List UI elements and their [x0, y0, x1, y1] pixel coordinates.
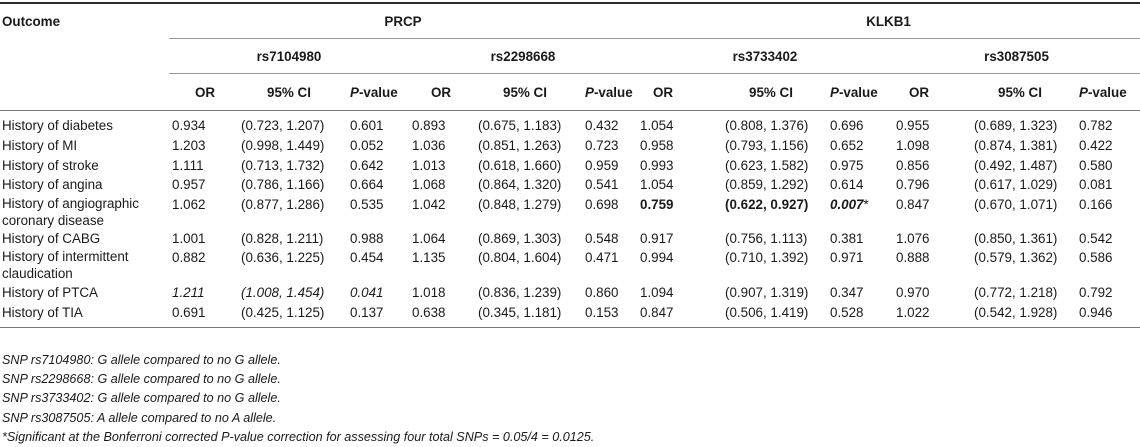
cell-value: (0.756, 1.113): [725, 231, 808, 247]
or-cell: [409, 248, 468, 282]
p-value-cell: [582, 136, 637, 156]
footnote: *Significant at the Bonferroni corrected P-value correction for assessing four total SNPs = 0.05/4 = 0.0125.: [2, 429, 595, 444]
cell-value: (0.793, 1.156): [725, 138, 809, 154]
p-value-cell: [827, 229, 893, 249]
outcome-line-2: claudication: [2, 266, 73, 282]
cell-value: (0.869, 1.303): [478, 231, 562, 247]
cell-value: 0.888: [896, 250, 930, 266]
cell-value: 0.471: [585, 250, 619, 266]
cell-value: (0.836, 1.239): [478, 284, 562, 300]
cell-value: 0.856: [896, 157, 930, 173]
ci-cell: [964, 229, 1076, 249]
cell-value: 1.036: [412, 138, 446, 154]
or-cell: [169, 111, 231, 137]
or-cell: [893, 248, 964, 282]
or-cell: [409, 302, 468, 328]
p-value-cell: [347, 248, 409, 282]
or-cell: [409, 282, 468, 302]
ci-cell: [231, 111, 347, 137]
cell-value: 0.432: [585, 118, 619, 133]
ci-header: 95% CI: [468, 74, 582, 111]
cell-value: (0.851, 1.263): [478, 138, 562, 154]
cell-value: (0.772, 1.218): [974, 284, 1058, 300]
cell-value: 0.381: [830, 231, 864, 247]
cell-value: (0.998, 1.449): [241, 138, 325, 154]
or-header: OR: [409, 74, 468, 111]
cell-value: (0.636, 1.225): [241, 250, 325, 266]
ci-cell: [964, 111, 1076, 137]
p-value-cell: [347, 195, 409, 229]
or-cell: [169, 156, 231, 176]
cell-value: 1.094: [640, 284, 674, 300]
p-value-cell: [827, 195, 893, 229]
cell-value: 0.081: [1079, 177, 1113, 193]
ci-cell: [468, 175, 582, 195]
outcome-cell: [0, 248, 169, 282]
footnote: SNP rs3733402: G allele compared to no G allele.: [2, 391, 281, 406]
p-value-cell: [582, 282, 637, 302]
outcome-header: Outcome: [0, 3, 169, 39]
cell-value: 1.111: [172, 157, 204, 173]
ci-cell: [231, 156, 347, 176]
cell-value: 1.098: [896, 138, 930, 154]
cell-value: 0.723: [585, 138, 619, 154]
or-cell: [893, 136, 964, 156]
cell-value: 0.454: [350, 250, 384, 266]
table-row: [0, 136, 1140, 156]
cell-value: 0.958: [640, 138, 674, 154]
p-value-cell: [347, 175, 409, 195]
significance-marker: *: [863, 196, 869, 212]
cell-value: (1.008, 1.454): [241, 284, 325, 300]
or-cell: [409, 111, 468, 137]
p-italic: P: [350, 84, 359, 100]
p-value-cell: [827, 175, 893, 195]
p-value-cell: [347, 136, 409, 156]
or-cell: [893, 229, 964, 249]
or-header: OR: [169, 74, 231, 111]
or-cell: [637, 175, 715, 195]
or-cell: [409, 136, 468, 156]
ci-cell: [715, 175, 827, 195]
or-cell: [169, 282, 231, 302]
p-value-cell: [582, 175, 637, 195]
cell-value: 0.993: [640, 157, 674, 173]
cell-value: 0.971: [830, 250, 864, 266]
cell-value: 1.054: [640, 118, 674, 133]
p-value-header: [1076, 74, 1140, 111]
p-value-cell: [1076, 229, 1140, 249]
ci-cell: [964, 175, 1076, 195]
cell-value: 1.135: [412, 250, 446, 266]
cell-value: (0.689, 1.323): [974, 118, 1058, 133]
snp-header-rs3087505: rs3087505: [893, 39, 1140, 74]
ci-cell: [231, 195, 347, 229]
cell-value: (0.850, 1.361): [974, 231, 1058, 247]
cell-value: 0.153: [585, 305, 619, 321]
cell-value: 1.076: [896, 231, 930, 247]
cell-value: 1.211: [172, 284, 205, 300]
ci-cell: [715, 229, 827, 249]
cell-value: 0.422: [1079, 138, 1113, 154]
cell-value: 0.007: [830, 196, 864, 212]
outcome-cell: History of MI: [2, 138, 78, 154]
ci-cell: [964, 156, 1076, 176]
cell-value: 0.691: [172, 305, 206, 321]
outcome-line-1: History of intermittent: [2, 249, 129, 265]
p-italic: P: [830, 84, 839, 100]
ci-header: 95% CI: [715, 74, 827, 111]
ci-cell: [715, 302, 827, 328]
ci-cell: [715, 156, 827, 176]
snp-header-rs7104980: rs7104980: [169, 39, 409, 74]
cell-value: 1.068: [412, 177, 446, 193]
cell-value: (0.723, 1.207): [241, 118, 325, 133]
or-cell: [637, 282, 715, 302]
or-cell: [637, 248, 715, 282]
cell-value: 1.062: [172, 196, 206, 212]
or-cell: [637, 156, 715, 176]
or-cell: [169, 195, 231, 229]
cell-value: 0.586: [1079, 250, 1113, 266]
cell-value: 0.601: [350, 118, 384, 133]
ci-cell: [231, 282, 347, 302]
p-value-cell: [827, 282, 893, 302]
cell-value: 1.013: [412, 157, 446, 173]
outcome-cell: History of CABG: [2, 231, 101, 247]
cell-value: (0.848, 1.279): [478, 196, 562, 212]
cell-value: (0.618, 1.660): [478, 157, 562, 173]
table-row: [0, 156, 1140, 176]
cell-value: (0.425, 1.125): [241, 305, 325, 321]
p-value-cell: [582, 248, 637, 282]
ci-cell: [231, 175, 347, 195]
cell-value: 0.917: [640, 231, 674, 247]
cell-value: (0.579, 1.362): [974, 250, 1058, 266]
cell-value: (0.808, 1.376): [725, 118, 809, 133]
cell-value: 0.847: [640, 305, 674, 321]
or-cell: [893, 175, 964, 195]
gene-header-klkb1: KLKB1: [637, 3, 1140, 39]
p-value-cell: [347, 282, 409, 302]
cell-value: 0.548: [585, 231, 619, 247]
or-cell: [409, 175, 468, 195]
cell-value: 0.792: [1079, 284, 1113, 300]
or-cell: [169, 136, 231, 156]
cell-value: 0.696: [830, 118, 864, 133]
p-value-cell: [347, 156, 409, 176]
p-value-cell: [347, 229, 409, 249]
cell-value: (0.713, 1.732): [241, 157, 325, 173]
cell-value: 0.796: [896, 177, 930, 193]
p-value-cell: [582, 111, 637, 137]
ci-cell: [231, 229, 347, 249]
p-rest: -value: [358, 84, 398, 100]
p-value-cell: [1076, 302, 1140, 328]
p-value-cell: [1076, 282, 1140, 302]
p-rest: -value: [593, 84, 633, 100]
cell-value: 1.203: [172, 138, 206, 154]
cell-value: 0.580: [1079, 157, 1113, 173]
cell-value: (0.786, 1.166): [241, 177, 325, 193]
p-value-cell: [1076, 175, 1140, 195]
ci-cell: [715, 282, 827, 302]
ci-cell: [468, 248, 582, 282]
outcome-cell: History of TIA: [0, 302, 169, 328]
table-row: [0, 175, 1140, 195]
or-cell: [409, 229, 468, 249]
ci-cell: [468, 282, 582, 302]
p-value-cell: [1076, 136, 1140, 156]
cell-value: (0.542, 1.928): [974, 305, 1058, 321]
table-row: [0, 248, 1140, 282]
table-row: [0, 302, 1140, 328]
cell-value: 0.970: [896, 284, 930, 300]
cell-value: 0.166: [1079, 196, 1113, 212]
ci-cell: [231, 302, 347, 328]
cell-value: 0.759: [640, 196, 674, 212]
snp-header-row: [0, 39, 1140, 74]
cell-value: 0.882: [172, 250, 206, 266]
table-body: [0, 111, 1140, 328]
or-cell: [637, 136, 715, 156]
p-value-cell: [827, 136, 893, 156]
ci-header: 95% CI: [231, 74, 347, 111]
cell-value: 0.041: [350, 284, 384, 300]
ci-cell: [468, 229, 582, 249]
p-value-cell: [1076, 195, 1140, 229]
p-value-cell: [1076, 111, 1140, 137]
p-value-cell: [1076, 156, 1140, 176]
ci-cell: [964, 248, 1076, 282]
p-rest: -value: [838, 84, 878, 100]
ci-cell: [715, 111, 827, 137]
or-cell: [637, 111, 715, 137]
p-value-cell: [347, 111, 409, 137]
p-value-cell: [1076, 248, 1140, 282]
snp-header-rs2298668: rs2298668: [409, 39, 637, 74]
cell-value: 0.946: [1079, 305, 1113, 321]
cell-value: 0.347: [830, 284, 864, 300]
ci-cell: [964, 302, 1076, 328]
cell-value: 0.137: [350, 305, 384, 321]
or-cell: [169, 302, 231, 328]
or-header: OR: [893, 74, 964, 111]
p-value-cell: [582, 302, 637, 328]
cell-value: (0.828, 1.211): [241, 231, 324, 247]
or-cell: [893, 111, 964, 137]
cell-value: (0.675, 1.183): [478, 118, 562, 133]
ci-cell: [964, 195, 1076, 229]
cell-value: (0.907, 1.319): [725, 284, 809, 300]
outcome-cell: History of PTCA: [2, 284, 98, 300]
cell-value: (0.804, 1.604): [478, 250, 562, 266]
p-value-cell: [582, 156, 637, 176]
table-row: [0, 282, 1140, 302]
cell-value: 0.959: [585, 157, 619, 173]
cell-value: (0.623, 1.582): [725, 157, 809, 173]
ci-cell: [468, 136, 582, 156]
footnote: SNP rs2298668: G allele compared to no G allele.: [2, 372, 281, 387]
cell-value: 0.782: [1079, 118, 1113, 133]
p-italic: P: [1079, 84, 1088, 100]
cell-value: (0.492, 1.487): [974, 157, 1058, 173]
outcome-cell: History of angina: [2, 177, 103, 193]
p-value-cell: [827, 302, 893, 328]
gene-header-prcp: PRCP: [169, 3, 637, 39]
cell-value: 0.541: [585, 177, 619, 193]
ci-cell: [964, 282, 1076, 302]
cell-value: (0.670, 1.071): [974, 196, 1058, 212]
ci-cell: [468, 156, 582, 176]
or-cell: [893, 282, 964, 302]
p-value-cell: [827, 248, 893, 282]
table-row: [0, 229, 1140, 249]
cell-value: (0.874, 1.381): [974, 138, 1058, 154]
cell-value: 0.642: [350, 157, 384, 173]
or-cell: [893, 195, 964, 229]
cell-value: 0.893: [412, 118, 446, 133]
ci-cell: [231, 248, 347, 282]
cell-value: (0.345, 1.181): [478, 305, 562, 321]
p-value-cell: [582, 229, 637, 249]
cell-value: 1.001: [172, 231, 206, 247]
cell-value: 1.054: [640, 177, 674, 193]
table-row: [0, 195, 1140, 229]
snp-header-rs3733402: rs3733402: [637, 39, 893, 74]
cell-value: 0.698: [585, 196, 619, 212]
cell-value: 0.542: [1079, 231, 1113, 247]
cell-value: 1.022: [896, 305, 930, 321]
ci-header: 95% CI: [964, 74, 1076, 111]
stat-header-row: [0, 74, 1140, 111]
p-rest: -value: [1087, 84, 1127, 100]
cell-value: 0.052: [350, 138, 384, 154]
p-value-cell: [827, 111, 893, 137]
ci-cell: [715, 136, 827, 156]
footnote: SNP rs7104980: G allele compared to no G allele.: [2, 353, 281, 367]
p-value-header: [582, 74, 637, 111]
ci-cell: [715, 248, 827, 282]
cell-value: 0.614: [830, 177, 864, 193]
cell-value: (0.877, 1.286): [241, 196, 325, 212]
or-cell: [637, 302, 715, 328]
cell-value: 0.535: [350, 196, 384, 212]
cell-value: 1.018: [412, 284, 446, 300]
cell-value: 0.652: [830, 138, 864, 154]
cell-value: (0.710, 1.392): [725, 250, 809, 266]
or-header: OR: [637, 74, 715, 111]
cell-value: (0.617, 1.029): [974, 177, 1058, 193]
or-cell: [409, 195, 468, 229]
outcome-line-2: coronary disease: [2, 212, 104, 228]
cell-value: 0.994: [640, 250, 674, 266]
or-cell: [893, 156, 964, 176]
results-table: [0, 2, 1140, 328]
cell-value: (0.506, 1.419): [725, 305, 809, 321]
ci-cell: [715, 195, 827, 229]
p-value-header: [827, 74, 893, 111]
cell-value: 0.664: [350, 177, 384, 193]
table-row: [0, 111, 1140, 137]
cell-value: 0.975: [830, 157, 864, 173]
p-italic: P: [585, 84, 594, 100]
or-cell: [409, 156, 468, 176]
cell-value: 0.955: [896, 118, 930, 133]
ci-cell: [964, 136, 1076, 156]
outcome-cell: History of stroke: [2, 157, 99, 173]
p-value-cell: [827, 156, 893, 176]
cell-value: 0.528: [830, 305, 864, 321]
or-cell: [169, 229, 231, 249]
or-cell: [893, 302, 964, 328]
p-value-header: [347, 74, 409, 111]
outcome-cell: [0, 195, 169, 229]
cell-value: 0.934: [172, 118, 206, 133]
footnote: SNP rs3087505: A allele compared to no A allele.: [2, 410, 277, 425]
cell-value: 0.957: [172, 177, 206, 193]
or-cell: [637, 195, 715, 229]
cell-value: (0.864, 1.320): [478, 177, 562, 193]
ci-cell: [468, 195, 582, 229]
ci-cell: [468, 302, 582, 328]
cell-value: (0.859, 1.292): [725, 177, 809, 193]
cell-value: 1.064: [412, 231, 446, 247]
p-value-cell: [347, 302, 409, 328]
cell-value: 0.860: [585, 284, 619, 300]
or-cell: [637, 229, 715, 249]
p-value-cell: [582, 195, 637, 229]
outcome-line-1: History of angiographic: [2, 195, 139, 211]
cell-value: 0.988: [350, 231, 384, 247]
ci-cell: [468, 111, 582, 137]
gene-header-row: [0, 3, 1140, 39]
or-cell: [169, 248, 231, 282]
outcome-cell: History of diabetes: [2, 118, 113, 133]
cell-value: 1.042: [412, 196, 446, 212]
ci-cell: [231, 136, 347, 156]
or-cell: [169, 175, 231, 195]
table-footnotes: [2, 351, 594, 447]
cell-value: (0.622, 0.927): [725, 196, 809, 212]
cell-value: 0.847: [896, 196, 930, 212]
cell-value: 0.638: [412, 305, 446, 321]
